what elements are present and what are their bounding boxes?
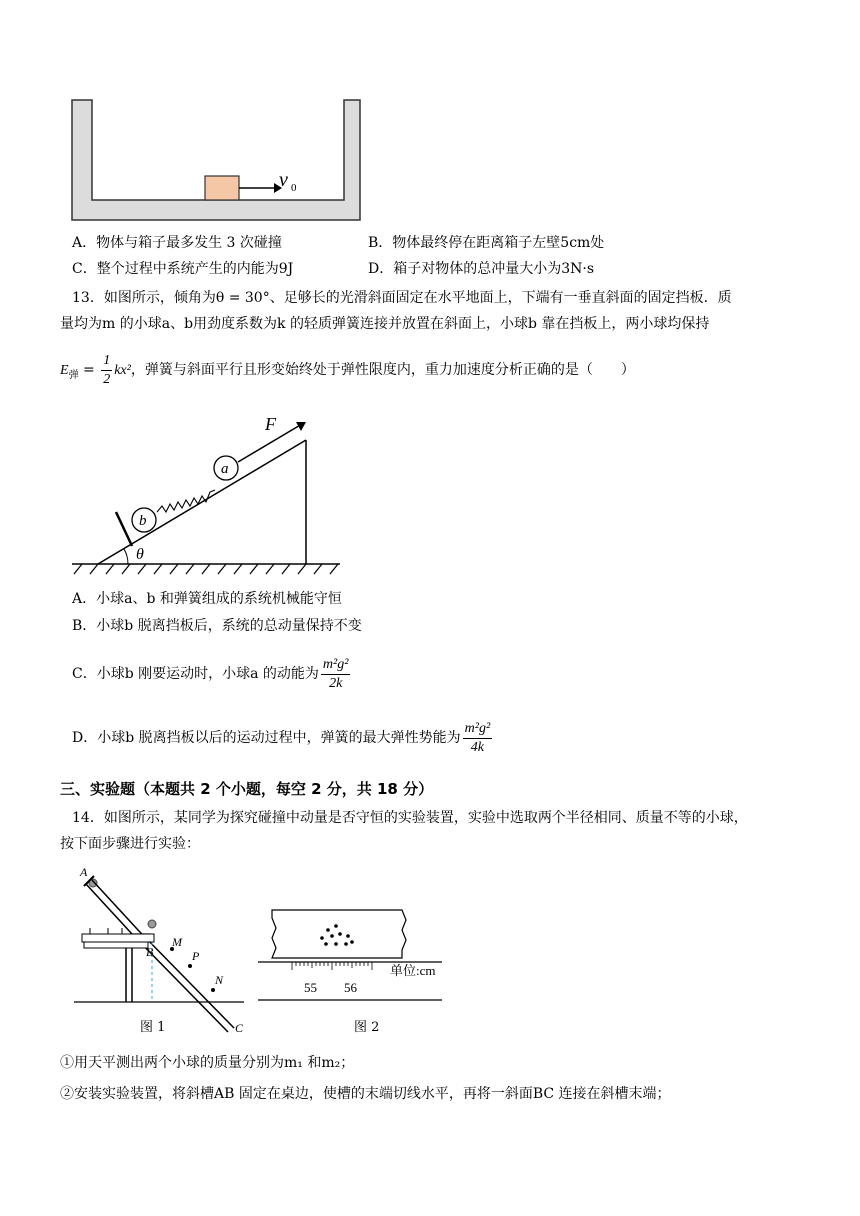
q13-line-1: 13．如图所示，倾角为θ = 30°、足够长的光滑斜面固定在水平地面上，下端有一垂直斜面的固定挡板．质 xyxy=(72,290,732,306)
q12-option-c: C．整个过程中系统产生的内能为9J xyxy=(72,261,294,277)
q14-step-1: ①用天平测出两个小球的质量分别为m₁ 和m₂； xyxy=(60,1055,355,1071)
q12-option-a: A．物体与箱子最多发生 3 次碰撞 xyxy=(72,235,282,251)
point-c-label: C xyxy=(235,1021,244,1035)
box-outline xyxy=(72,100,360,220)
energy-symbol: E xyxy=(60,363,69,378)
tick-55-label: 55 xyxy=(304,980,317,995)
v0-label: v xyxy=(279,169,288,191)
stop-plate xyxy=(116,512,132,546)
point-m-label: M xyxy=(172,935,182,949)
ball-b-label: b xyxy=(139,513,147,529)
potential-energy-fraction: $\frac{\text{m²g²}}{4k}$ xyxy=(464,720,491,755)
ground-hatching xyxy=(74,564,338,574)
q12-option-d: D．箱子对物体的总冲量大小为3N·s xyxy=(368,261,595,277)
half-fraction: $\frac{1}{2}$ xyxy=(103,352,111,387)
figure-1-caption: 图 1 xyxy=(140,1020,166,1035)
force-label: F xyxy=(265,414,276,434)
unit-label: 单位:cm xyxy=(390,963,436,978)
spring xyxy=(157,490,215,512)
point-b-label: B xyxy=(146,945,154,959)
point-n-label: N xyxy=(215,973,224,987)
figure-2-caption: 图 2 xyxy=(354,1020,380,1035)
q13-option-d: D．小球b 脱离挡板以后的运动过程中，弹簧的最大弹性势能为 $\frac{\text{m²g²}}{4k}$ xyxy=(72,720,491,755)
apparatus-figure-1 xyxy=(72,862,252,1037)
q13-option-a: A．小球a、b 和弹簧组成的系统机械能守恒 xyxy=(72,591,342,607)
box-figure xyxy=(68,96,368,226)
q13-line-3: $E_弹$ = $\frac{1}{2}$ kx²，弹簧与斜面平行且形变始终处于弹性限度内，重力加速度分析正确的是（ ） xyxy=(60,352,635,387)
kinetic-energy-fraction: $\frac{\text{m²g²}}{2k}$ xyxy=(322,656,349,691)
incline-slope xyxy=(98,440,306,564)
q13-option-c: C．小球b 刚要运动时，小球a 的动能为 $\frac{\text{m²g²}}{2k}$ xyxy=(72,656,349,691)
section-heading: 三、实验题（本题共 2 个小题，每空 2 分，共 18 分） xyxy=(60,780,434,798)
q14-line-2: 按下面步骤进行实验： xyxy=(60,836,200,852)
q12-option-b: B．物体最终停在距离箱子左壁5cm处 xyxy=(368,235,605,251)
theta-label: θ xyxy=(136,546,144,563)
point-a-label: A xyxy=(80,865,88,879)
q14-line-1: 14．如图所示，某同学为探究碰撞中动量是否守恒的实验装置，实验中选取两个半径相同、质量不等的小球， xyxy=(72,810,748,826)
tick-56-label: 56 xyxy=(344,980,357,995)
q13-option-b: B．小球b 脱离挡板后，系统的总动量保持不变 xyxy=(72,618,362,634)
q13-line-2: 量均为m 的小球a、b用劲度系数为k 的轻质弹簧连接并放置在斜面上，小球b 靠在挡板上，两小球均保持 xyxy=(60,316,710,332)
block xyxy=(205,176,239,200)
ruler-figure-2 xyxy=(256,908,446,1008)
ball-a-label: a xyxy=(221,461,229,477)
ruler-ticks xyxy=(292,962,372,970)
incline-figure xyxy=(68,412,348,582)
energy-subscript: 弹 xyxy=(68,369,79,381)
point-p-label: P xyxy=(192,949,200,963)
v0-subscript: 0 xyxy=(291,182,297,194)
q14-step-2: ②安装实验装置，将斜槽AB 固定在桌边，使槽的末端切线水平，再将一斜面BC 连接在斜槽末端； xyxy=(60,1086,671,1102)
